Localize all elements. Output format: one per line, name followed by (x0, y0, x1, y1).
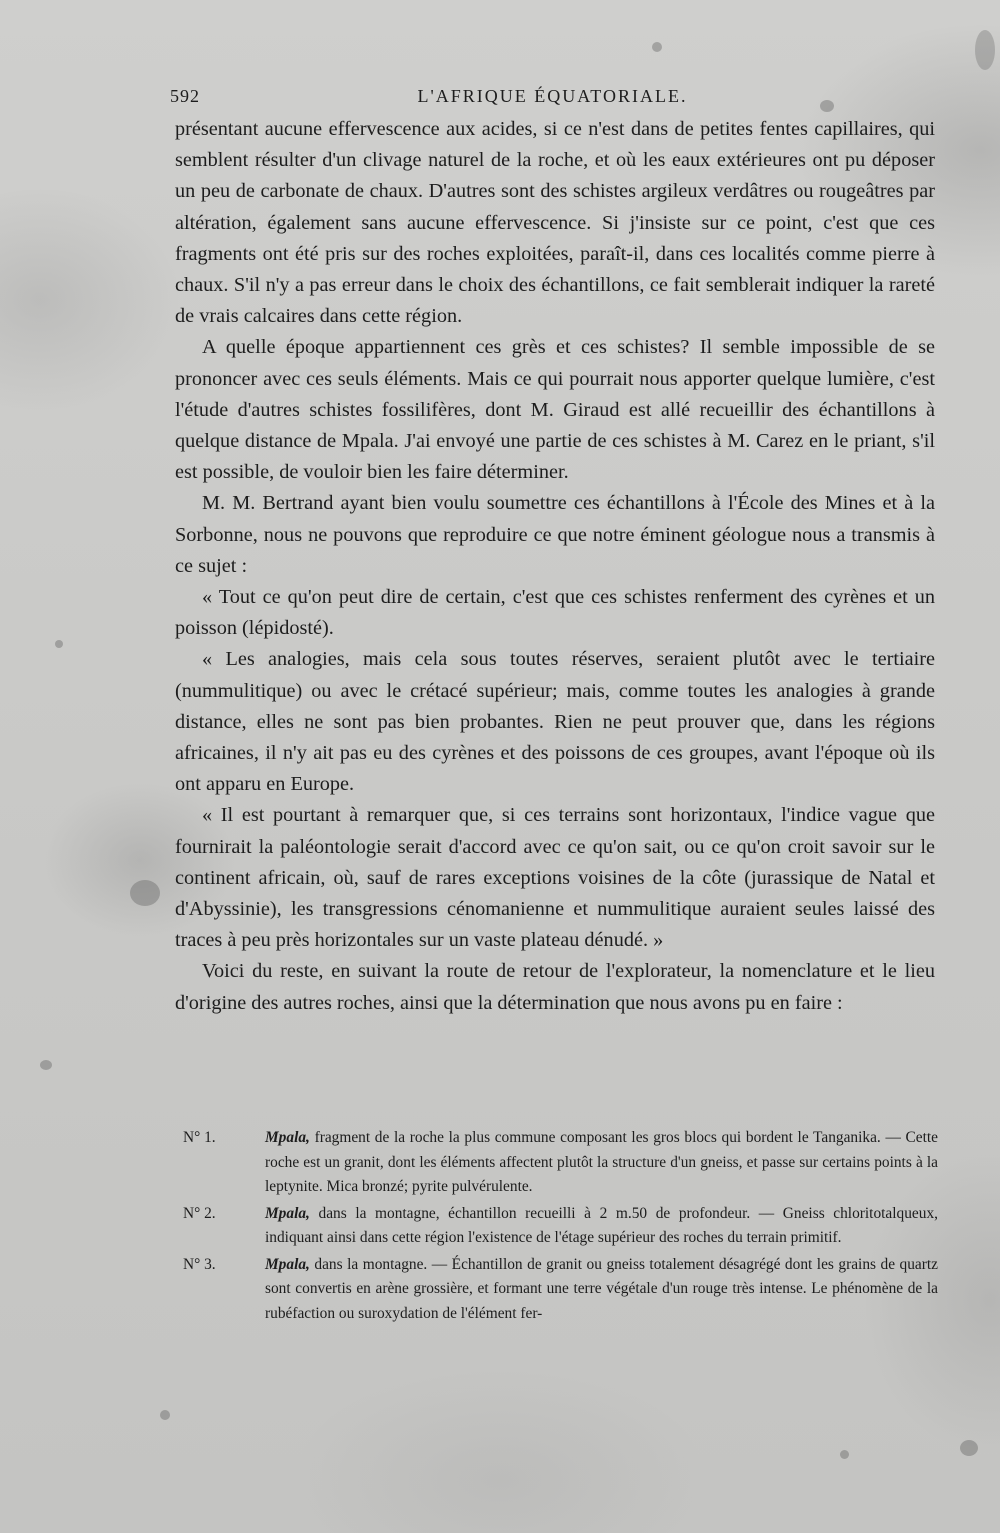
specimen-entry (183, 1253, 938, 1327)
specimen-description: dans la montagne. — Échantillon de granit ou gneiss totalement désagrégé dont les grains de quartz sont convertis en arène grossière, et formant une terre végétale d'un rouge très intense. Le phénomène de la rubéfaction ou suroxydation de l'élément fer- (265, 1255, 938, 1322)
specimen-locality: Mpala, (265, 1129, 310, 1146)
specimen-number: N° 1. (183, 1129, 216, 1146)
paragraph: présentant aucune effervescence aux acides, si ce n'est dans de petites fentes capillaires, qui semblent résulter d'un clivage naturel de la roche, et où les eaux extérieures ont pu déposer un peu de carbonate de chaux. D'autres sont des schistes argileux verdâtres ou rougeâtres par altération, également sans aucune effervescence. Si j'insiste sur ce point, c'est que ces fragments ont été pris sur des roches exploitées, paraît-il, dans ces localités comme pierre à chaux. S'il n'y a pas erreur dans le choix des échantillons, ce fait semblerait indiquer la rareté de vrais calcaires dans cette région. (175, 118, 935, 328)
running-title: L'AFRIQUE ÉQUATORIALE. (417, 86, 688, 106)
specimen-number: N° 3. (183, 1255, 216, 1273)
page-number: 592 (170, 86, 200, 106)
stain-spot (652, 42, 662, 52)
specimen-description: fragment de la roche la plus commune composant les gros blocs qui bordent le Tanganika. — Cette roche est un granit, dont les éléments affectent plutôt la structure d'un gneiss, et passe sur certains points à la leptynite. Mica bronzé; pyrite pulvérulente. (265, 1129, 938, 1195)
specimen-description: dans la montagne, échantillon recueilli à 2 m.50 de profondeur. — Gneiss chloritotalqueux, indiquant ainsi dans cette région l'existence de l'étage supérieur des roches du terrain primitif. (265, 1204, 938, 1246)
paragraph: « Les analogies, mais cela sous toutes réserves, seraient plutôt avec le tertiaire (nummulitique) ou avec le crétacé supérieur; mais, comme toutes les analogies à grande distance, elles ne sont pas bien probantes. Rien ne peut prouver que, dans les régions africaines, il n'y ait pas eu des cyrènes et des poissons de ces groupes, avant l'époque où ils ont apparu en Europe. (175, 648, 935, 796)
paragraph: « Il est pourtant à remarquer que, si ces terrains sont horizontaux, l'indice vague que fournirait la paléontologie serait d'accord avec ce qu'on sait, ou ce qu'on croit savoir sur le continent africain, où, sauf de rares exceptions voisines de la côte (jurassique de Natal et d'Abyssinie), les transgressions cénomanienne et nummulitique auraient seules laissé des traces à peu près horizontales sur un vaste plateau dénudé. » (175, 804, 935, 952)
paragraph: « Tout ce qu'on peut dire de certain, c'est que ces schistes renferment des cyrènes et un poisson (lépidosté). (175, 586, 935, 640)
specimen-locality: Mpala, (265, 1255, 310, 1273)
stain-spot (975, 30, 995, 70)
paragraph: M. M. Bertrand ayant bien voulu soumettre ces échantillons à l'École des Mines et à la Sorbonne, nous ne pouvons que reproduire ce que notre éminent géologue nous a transmis à ce sujet : (175, 492, 935, 577)
specimen-entry (183, 1202, 938, 1251)
paragraph: Voici du reste, en suivant la route de retour de l'explorateur, la nomenclature et le lieu d'origine des autres roches, ainsi que la détermination que nous avons pu en faire : (175, 960, 935, 1014)
specimen-list (183, 1126, 938, 1328)
stain-spot (840, 1450, 849, 1459)
stain-spot (55, 640, 63, 648)
stain-spot (130, 880, 160, 906)
main-text (175, 114, 935, 1019)
paragraph: A quelle époque appartiennent ces grès et ces schistes? Il semble impossible de se prononcer avec ces seuls éléments. Mais ce qui pourrait nous apporter quelque lumière, c'est l'étude d'autres schistes fossilifères, dont M. Giraud est allé recueillir des échantillons à quelque distance de Mpala. J'ai envoyé une partie de ces schistes à M. Carez en le priant, s'il est possible, de vouloir bien les faire déterminer. (175, 336, 935, 484)
specimen-entry (183, 1126, 938, 1200)
stain-spot (40, 1060, 52, 1070)
specimen-number: N° 2. (183, 1204, 216, 1222)
specimen-locality: Mpala, (265, 1204, 310, 1222)
stain-spot (160, 1410, 170, 1420)
page-header (170, 86, 935, 112)
stain-spot (960, 1440, 978, 1456)
